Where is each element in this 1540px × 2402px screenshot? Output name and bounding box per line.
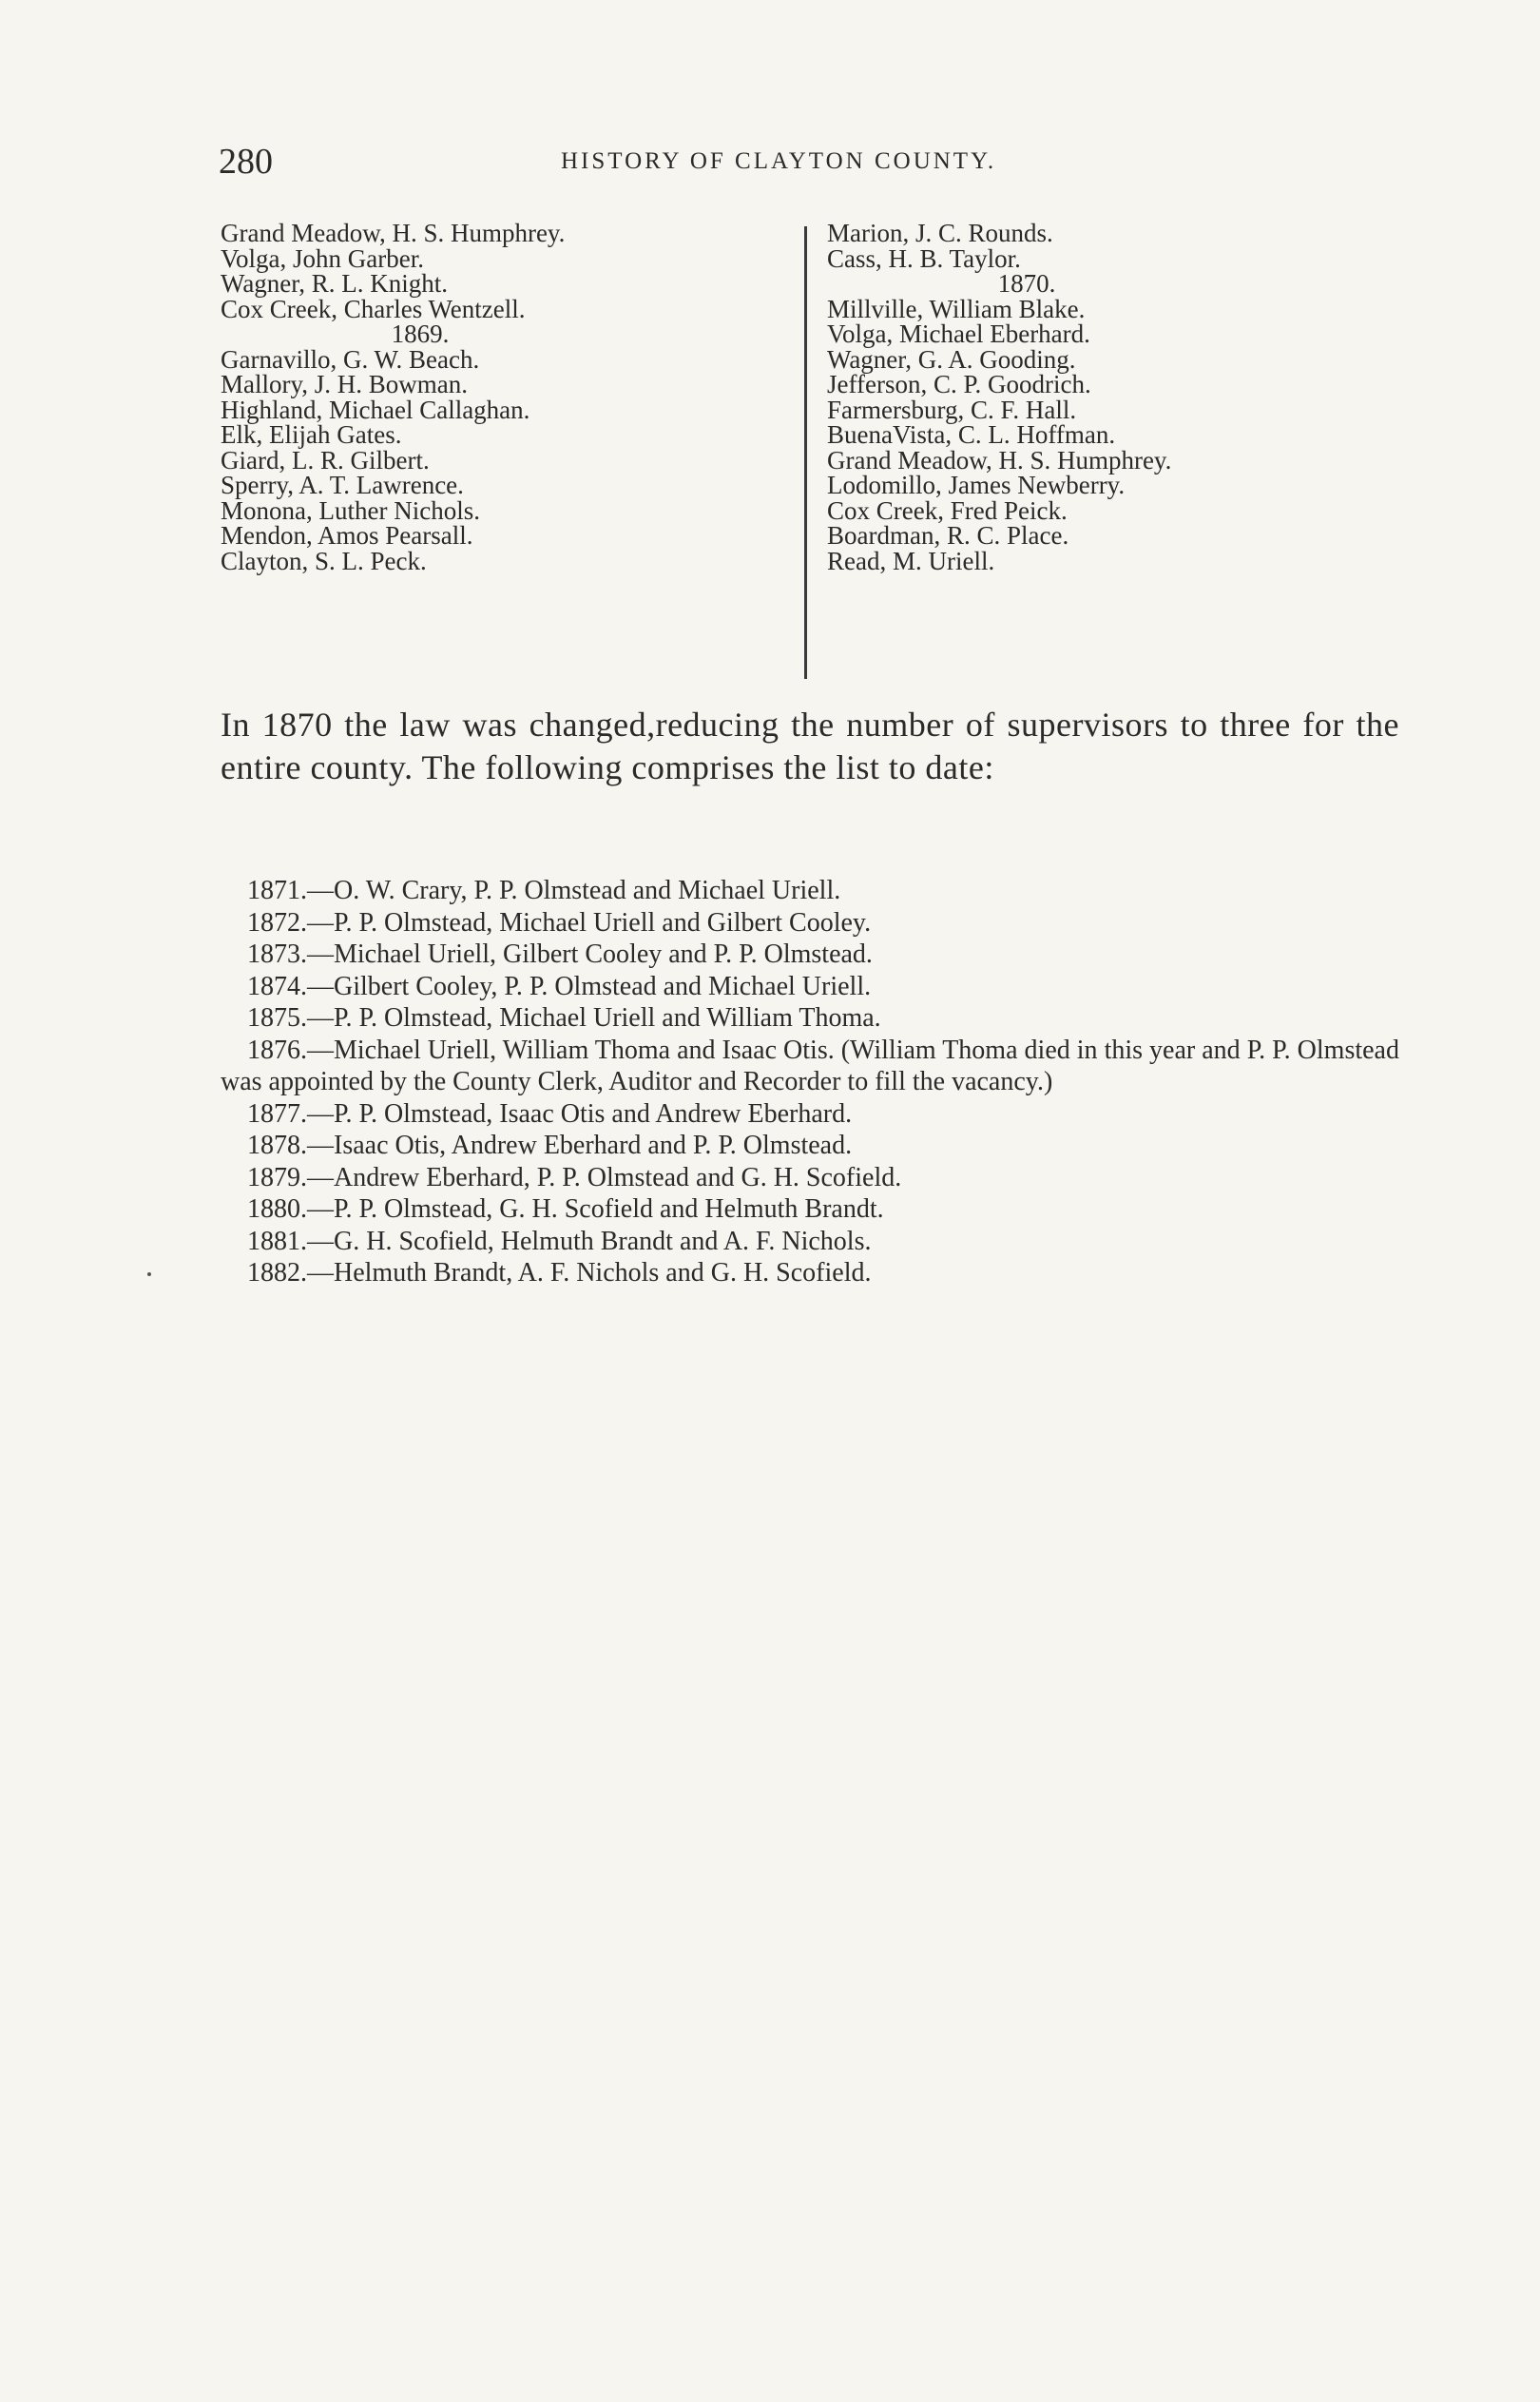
- right-column: [827, 221, 1407, 573]
- list-item: Grand Meadow, H. S. Humphrey.: [827, 445, 1172, 475]
- list-item: Marion, J. C. Rounds.: [827, 219, 1053, 247]
- supervisor-entry: 1879.—Andrew Eberhard, P. P. Olmstead and G. H. Scofield.: [247, 1162, 902, 1192]
- supervisor-list: [221, 875, 1399, 1289]
- page-number: 280: [219, 142, 273, 182]
- supervisor-entry: 1876.—Michael Uriell, William Thoma and Isaac Otis. (William Thoma died in this year and P. P. Olmstead was appointed by the County Clerk, Auditor and Recorder to fill the vacancy.): [221, 1035, 1399, 1096]
- list-item: Monona, Luther Nichols.: [221, 495, 480, 525]
- list-item: Jefferson, C. P. Goodrich.: [827, 370, 1091, 398]
- list-item: Volga, Michael Eberhard.: [827, 320, 1090, 348]
- supervisor-entry: 1871.—O. W. Crary, P. P. Olmstead and Michael Uriell.: [247, 876, 841, 905]
- list-item: Farmersburg, C. F. Hall.: [827, 395, 1077, 424]
- supervisor-entry: 1881.—G. H. Scofield, Helmuth Brandt and A. F. Nichols.: [247, 1226, 872, 1256]
- list-item: Mallory, J. H. Bowman.: [221, 370, 468, 398]
- list-item: Grand Meadow, H. S. Humphrey.: [221, 219, 566, 247]
- supervisor-entry: 1882.—Helmuth Brandt, A. F. Nichols and G. H. Scofield.: [247, 1258, 872, 1288]
- list-item: Wagner, R. L. Knight.: [221, 269, 448, 298]
- running-title: HISTORY OF CLAYTON COUNTY.: [561, 148, 997, 174]
- supervisor-entry: 1880.—P. P. Olmstead, G. H. Scofield and Helmuth Brandt.: [247, 1194, 884, 1224]
- list-item: Cox Creek, Charles Wentzell.: [221, 294, 526, 323]
- column-divider: [804, 226, 807, 679]
- supervisor-entry: 1877.—P. P. Olmstead, Isaac Otis and Andrew Eberhard.: [247, 1098, 853, 1129]
- supervisor-entry: 1873.—Michael Uriell, Gilbert Cooley and P. P. Olmstead.: [247, 939, 873, 969]
- supervisor-entry: 1874.—Gilbert Cooley, P. P. Olmstead and Michael Uriell.: [247, 971, 872, 1001]
- list-item: Elk, Elijah Gates.: [221, 420, 402, 449]
- list-item: Read, M. Uriell.: [827, 546, 995, 575]
- list-item: Cass, H. B. Taylor.: [827, 243, 1021, 273]
- list-item: Lodomillo, James Newberry.: [827, 471, 1126, 499]
- supervisor-entry: 1872.—P. P. Olmstead, Michael Uriell and Gilbert Cooley.: [247, 907, 872, 938]
- list-item: Mendon, Amos Pearsall.: [221, 521, 473, 550]
- left-column: [221, 221, 800, 573]
- list-item: Garnavillo, G. W. Beach.: [221, 344, 480, 374]
- list-item: Clayton, S. L. Peck.: [221, 546, 427, 575]
- list-item: Volga, John Garber.: [221, 243, 424, 273]
- list-item: Giard, L. R. Gilbert.: [221, 445, 430, 475]
- list-item: BuenaVista, C. L. Hoffman.: [827, 420, 1116, 449]
- year-heading: 1869.: [391, 320, 450, 348]
- list-item: Boardman, R. C. Place.: [827, 521, 1069, 550]
- page-header: [0, 141, 1540, 188]
- supervisor-entry: 1878.—Isaac Otis, Andrew Eberhard and P. P. Olmstead.: [247, 1131, 853, 1160]
- body-paragraph: In 1870 the law was changed,reducing the number of supervisors to three for the entire county. The following comprises the list to date:: [221, 706, 1399, 786]
- two-column-list: [221, 221, 1399, 677]
- margin-mark: [147, 1272, 151, 1276]
- year-heading: 1870.: [997, 269, 1056, 298]
- list-item: Highland, Michael Callaghan.: [221, 395, 530, 424]
- list-item: Cox Creek, Fred Peick.: [827, 495, 1068, 525]
- list-item: Sperry, A. T. Lawrence.: [221, 471, 464, 499]
- supervisor-entry: 1875.—P. P. Olmstead, Michael Uriell and William Thoma.: [247, 1003, 881, 1033]
- list-item: Millville, William Blake.: [827, 294, 1086, 323]
- list-item: Wagner, G. A. Gooding.: [827, 344, 1076, 374]
